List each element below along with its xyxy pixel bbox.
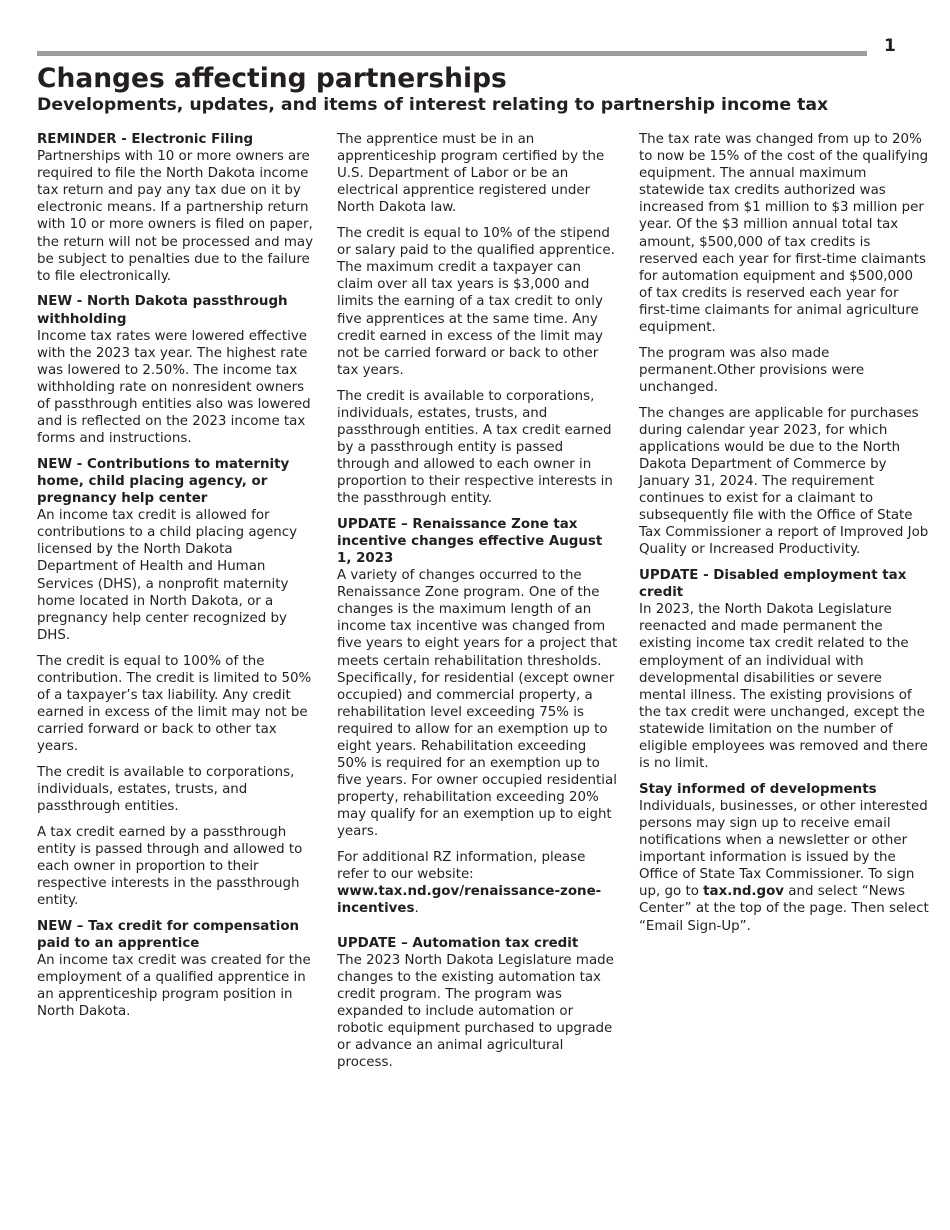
- page-title: Changes affecting partnerships: [37, 63, 507, 94]
- paragraph-end: .: [414, 901, 419, 917]
- paragraph: The tax rate was changed from up to 20% to now be 15% of the cost of the qualifying equipment. The annual maximum statewide tax credits authorized was increased from $1 million to $3 million per year. Of the $3 million annual total tax amount, $500,000 of tax credits is reserved each year for first-time claimants for automation equipment and $500,000 of tax credits is reserved each year for first-time claimants for animal agriculture equipment.: [639, 132, 929, 336]
- section-heading: NEW - Contributions to maternity home, child placing agency, or pregnancy help center: [37, 456, 290, 507]
- section-heading: UPDATE - Disabled employment tax credit: [639, 568, 907, 601]
- section-electronic-filing: [37, 131, 317, 285]
- section-body: An income tax credit was created for the employment of a qualified apprentice in an apprenticeship program position in North Dakota.: [37, 952, 311, 1020]
- paragraph: The program was also made permanent.Other provisions were unchanged.: [639, 345, 865, 395]
- paragraph: A tax credit earned by a passthrough entity is passed through and allowed to each owner in proportion to their respective interests in the passthrough entity.: [37, 824, 303, 908]
- section-heading: NEW – Tax credit for compensation paid to an apprentice: [37, 918, 300, 951]
- section-renaissance-zone: [337, 516, 619, 841]
- section-stay-informed: [639, 781, 929, 935]
- section-body-start: Individuals, businesses, or other interested persons may sign up to receive email notifications when a newsletter or other important information is issued by the Office of State Tax Commissioner. To sign up, go to: [639, 798, 928, 900]
- section-body: Income tax rates were lowered effective with the 2023 tax year. The highest rate was lowered to 2.50%. The income tax withholding rate on nonresident owners of passthrough entities also was lowered and is reflected on the 2023 income tax forms and instructions.: [37, 328, 311, 447]
- paragraph-text: For additional RZ information, please refer to our website:: [337, 850, 586, 883]
- section-heading: REMINDER - Electronic Filing: [37, 132, 254, 147]
- paragraph-rz-website: [337, 849, 619, 917]
- paragraph: The credit is equal to 100% of the contribution. The credit is limited to 50% of a taxpayer’s tax liability. Any credit earned in excess of the limit may not be carried forward or back to other tax years.: [37, 653, 312, 754]
- section-body: Partnerships with 10 or more owners are required to file the North Dakota income tax return and pay any tax due on it by electronic means. If a partnership return with 10 or more owners is filed on paper, the return will not be processed and may be subject to penalties due to the failure to file electronically.: [37, 149, 314, 284]
- paragraph: The credit is equal to 10% of the stipend or salary paid to the qualified apprentice. The maximum credit a taxpayer can claim over all tax years is $3,000 and limits the earning of a tax credit to only five apprentices at the same time. Any credit earned in excess of the limit may not be carried forward or back to other tax years.: [337, 226, 615, 378]
- section-maternity-contributions: [37, 456, 317, 644]
- section-disabled-employment: [639, 567, 929, 772]
- section-automation-credit: [337, 935, 619, 1072]
- renaissance-zone-link[interactable]: www.tax.nd.gov/renaissance-zone-incentives: [337, 884, 602, 917]
- section-body: In 2023, the North Dakota Legislature reenacted and made permanent the existing income tax credit related to the employment of an individual with developmental disabilities or severe mental illness. The existing provisions of the tax credit were unchanged, except the statewide limitation on the number of eligible employees was removed and there is no limit.: [639, 602, 928, 772]
- section-body: An income tax credit is allowed for contributions to a child placing agency licensed by the North Dakota Department of Health and Human Services (DHS), a nonprofit maternity home located in North Dakota, or a pregnancy help center recognized by DHS.: [37, 508, 298, 643]
- paragraph: The changes are applicable for purchases during calendar year 2023, for which applications would be due to the North Dakota Department of Commerce by January 31, 2024. The requirement continues to exist for a claimant to subsequently file with the Office of State Tax Commissioner a report of Improved Job Quality or Increased Productivity.: [639, 405, 929, 558]
- column-3: [639, 131, 929, 943]
- paragraph: The credit is available to corporations, individuals, estates, trusts, and passthrough entities. A tax credit earned by a passthrough entity is passed through and allowed to each owner in proportion to their respective interests in the passthrough entity.: [337, 388, 613, 507]
- header-rule: [37, 51, 867, 56]
- section-apprentice-credit: [37, 918, 317, 1021]
- section-heading: UPDATE – Renaissance Zone tax incentive changes effective August 1, 2023: [337, 516, 603, 566]
- section-heading: UPDATE – Automation tax credit: [337, 935, 579, 951]
- tax-nd-gov-link[interactable]: tax.nd.gov: [703, 884, 785, 900]
- section-passthrough-withholding: [37, 293, 317, 447]
- page-number: 1: [884, 36, 896, 56]
- section-heading: Stay informed of developments: [639, 781, 877, 797]
- column-2: [337, 131, 619, 1080]
- paragraph: The apprentice must be in an apprenticeship program certified by the U.S. Department of Labor or be an electrical apprentice registered under North Dakota law.: [337, 132, 605, 216]
- section-body-end: and select “News Center” at the top of the page. Then select “Email Sign-Up”.: [639, 884, 929, 934]
- section-body: The 2023 North Dakota Legislature made changes to the existing automation tax credit program. The program was expanded to include automation or robotic equipment purchased to upgrade or advance an animal agricultural process.: [337, 952, 614, 1071]
- page-subtitle: Developments, updates, and items of interest relating to partnership income tax: [37, 95, 829, 115]
- column-1: [37, 131, 317, 1029]
- paragraph: The credit is available to corporations, individuals, estates, trusts, and passthrough entities.: [37, 764, 295, 814]
- section-body: A variety of changes occurred to the Renaissance Zone program. One of the changes is the maximum length of an income tax incentive was changed from five years to eight years for a project that meets certain rehabilitation thresholds. Specifically, for residential (except owner occupied) and commercial property, a rehabilitation level exceeding 75% is required to allow for an exemption up to eight years. Rehabilitation exceeding 50% is required for an exemption up to five years. For owner occupied residential property, rehabilitation exceeding 20% may qualify for an exemption up to eight years.: [337, 568, 618, 840]
- section-heading: NEW - North Dakota passthrough withholding: [37, 294, 288, 327]
